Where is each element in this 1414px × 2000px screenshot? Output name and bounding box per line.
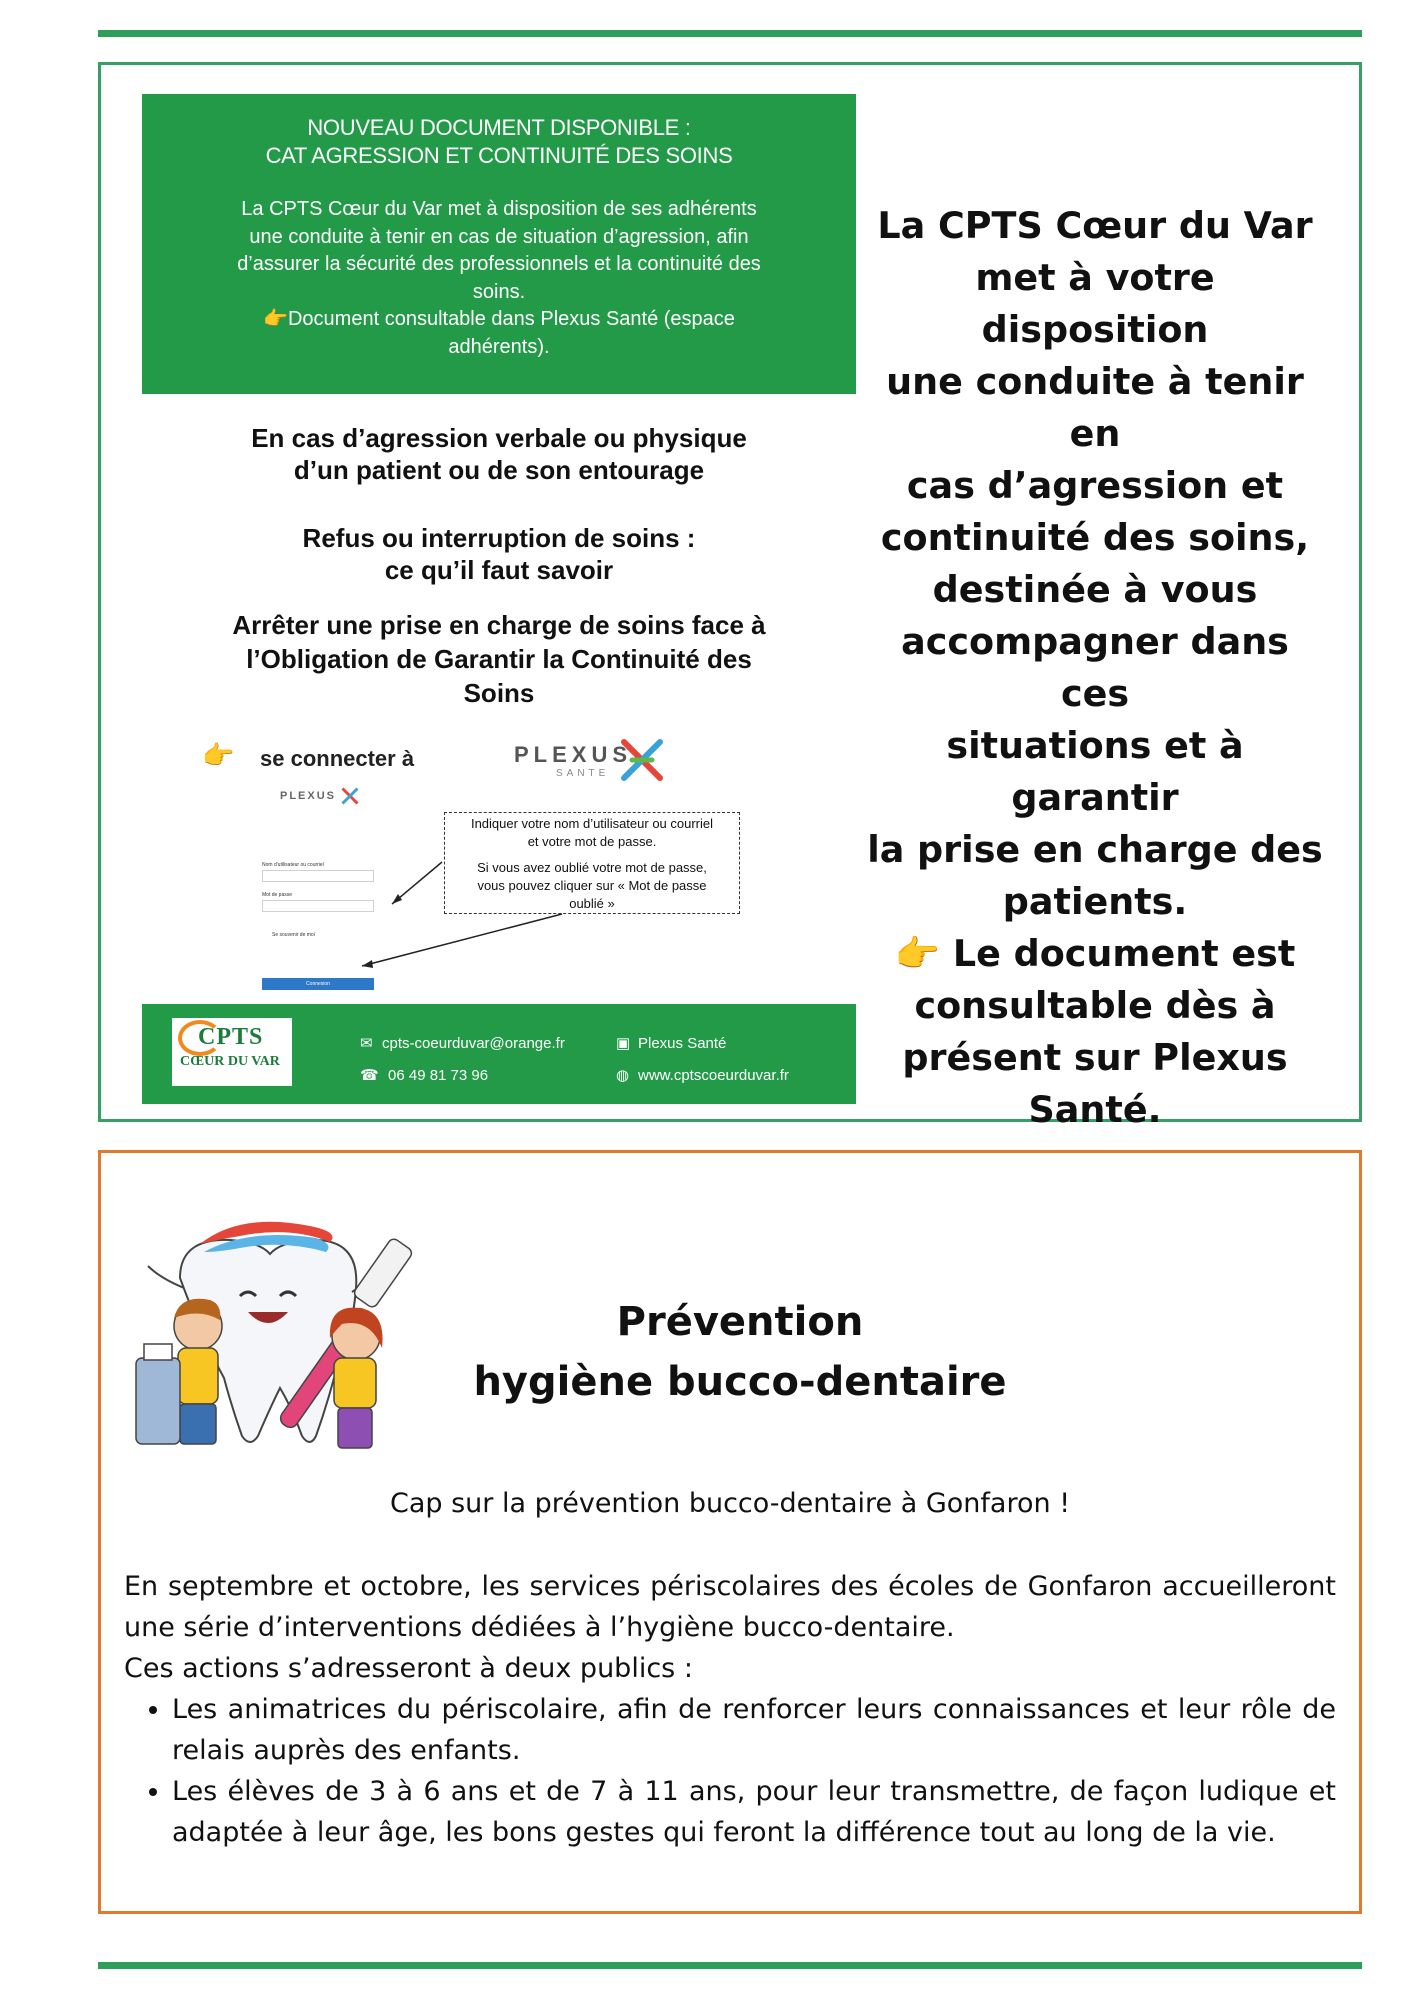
flyer-subtitle-arreter: Arrêter une prise en charge de soins face à l’Obligation de Garantir la Continuité des Soins [232, 610, 766, 708]
prevention-caption: Cap sur la prévention bucco-dentaire à Gonfaron ! [389, 1488, 1071, 1519]
cpts-side-description: La CPTS Cœur du Var met à votre disposition une conduite à tenir en cas d’agression et continuité des soins, destinée à vous accompagner dans ces situations et à garantir la prise en charge des patients. 👉 Le document est consultable dès à présent sur Plexus Santé. [867, 204, 1323, 1131]
list-item: • Les animatrices du périscolaire, afin de renforcer leurs connaissances et leur rôle de relais auprès des enfants. [172, 1689, 1336, 1771]
cpts-coeur-du-var-logo: CPTS CŒUR DU VAR [172, 1018, 292, 1086]
flyer-intro: La CPTS Cœur du Var met à disposition de ses adhérents une conduite à tenir en cas de situation d’agression, afin d’assurer la sécurité des professionnels et la continuité des soins. 👉Document consultable dans Plexus Santé (espace adhérents). [237, 198, 761, 358]
flyer-subtitle-refus: Refus ou interruption de soins : ce qu’il faut savoir [302, 523, 696, 585]
footer-email: ✉ cpts-coeurduvar@orange.fr [360, 1035, 565, 1052]
prevention-title: Prévention hygiène bucco-dentaire [473, 1299, 1007, 1405]
login-instructions-callout: Indiquer votre nom d’utilisateur ou courriel et votre mot de passe. Si vous avez oublié votre mot de passe, vous pouvez cliquer sur « Mot de passe oublié » [444, 812, 740, 914]
publics-list [124, 1689, 1336, 1853]
footer-phone: ☎ 06 49 81 73 96 [360, 1067, 489, 1084]
pointing-hand-icon: 👉 [202, 740, 235, 770]
pointing-hand-icon: 👉 [894, 932, 941, 975]
flyer-connect-row: 👉 se connecter à PLEXUS SANTE [202, 734, 802, 784]
plexus-login-screenshot: PLEXUS Nom d'utilisateur ou courriel Mot de passe Se souvenir de moi Connexion [262, 782, 374, 1010]
pointing-hand-icon: 👉 [263, 308, 288, 330]
list-item: • Les élèves de 3 à 6 ans et de 7 à 11 ans, pour leur transmettre, de façon ludique et adaptée à leur âge, les bons gestes qui feront la différence tout au long de la vie. [172, 1771, 1336, 1853]
cpts-flyer-image [142, 94, 856, 1104]
flyer-footer [142, 1004, 856, 1104]
laptop-icon: ▣ [616, 1035, 631, 1052]
globe-icon: ◍ [616, 1067, 630, 1084]
flyer-subtitle-agression: En cas d’agression verbale ou physique d’un patient ou de son entourage [251, 423, 747, 485]
prevention-body [124, 1566, 1336, 1853]
tooth-and-children-illustration [120, 1208, 460, 1458]
flyer-title: NOUVEAU DOCUMENT DISPONIBLE : CAT AGRESSION ET CONTINUITÉ DES SOINS [265, 115, 733, 168]
envelope-icon: ✉ [360, 1035, 373, 1052]
footer-plexus: ▣ Plexus Santé [616, 1035, 727, 1052]
prevention-paragraph: En septembre et octobre, les services périscolaires des écoles de Gonfaron accueilleront une série d’interventions dédiées à l’hygiène bucco-dentaire. [124, 1571, 1336, 1643]
phone-icon: ☎ [360, 1067, 379, 1084]
footer-website: ◍ www.cptscoeurduvar.fr [616, 1067, 789, 1084]
login-button: Connexion [262, 978, 374, 990]
callout-arrows [142, 94, 856, 1104]
top-rule [98, 30, 1362, 37]
publics-intro: Ces actions s’adresseront à deux publics : [124, 1653, 693, 1684]
plexus-sante-logo: PLEXUS SANTE [514, 734, 674, 786]
bottom-rule [98, 1962, 1362, 1969]
